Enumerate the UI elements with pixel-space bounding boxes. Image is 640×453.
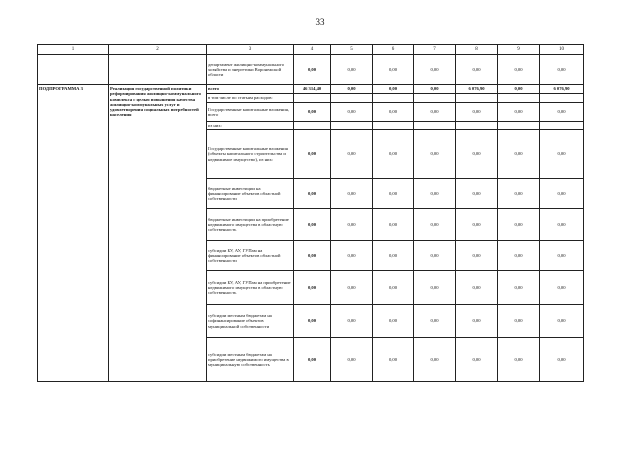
value-cell: 0,00 [456,130,498,179]
empty-cell [540,122,584,130]
value-cell: 0,00 [331,305,373,338]
empty-cell [373,122,414,130]
row-label: всего [207,85,294,94]
value-cell: 0,00 [498,241,540,271]
value-cell: 0,00 [373,179,414,209]
value-cell: 0,00 [498,305,540,338]
value-cell: 0,00 [456,55,498,85]
value-cell: 0,00 [294,130,331,179]
value-cell: 0,00 [456,241,498,271]
row-label: бюджетные инвестиции на финансирование объектов областной собственности [207,179,294,209]
header-cell: 3 [207,45,294,55]
value-cell: 0,00 [414,179,456,209]
value-cell: 0,00 [373,209,414,241]
value-cell: 0,00 [456,179,498,209]
value-cell: 0,00 [540,338,584,382]
empty-cell [498,94,540,103]
empty-cell [331,94,373,103]
value-cell: 0,00 [540,179,584,209]
value-cell: 0,00 [498,85,540,94]
value-cell: 0,00 [498,338,540,382]
subprogram-code: ПОДПРОГРАММА 3 [38,85,109,382]
empty-cell [456,122,498,130]
value-cell: 0,00 [294,179,331,209]
empty-cell [109,55,207,85]
header-cell: 8 [456,45,498,55]
value-cell: 0,00 [294,305,331,338]
value-cell: 0,00 [373,241,414,271]
value-cell: 0,00 [414,209,456,241]
empty-cell [331,122,373,130]
value-cell: 0,00 [294,338,331,382]
value-cell: 0,00 [331,130,373,179]
value-cell: 0,00 [498,271,540,305]
subprogram-name: Реализация государственной политики реформирования жилищно-коммунального комплекса с целью повышения качества жилищно-коммунальных услуг и удовлетворения социальных потребностей населения [109,85,207,382]
header-cell: 7 [414,45,456,55]
value-cell: 6 076,90 [456,85,498,94]
value-cell: 0,00 [414,85,456,94]
value-cell: 0,00 [294,209,331,241]
value-cell: 0,00 [498,55,540,85]
value-cell: 0,00 [414,271,456,305]
row-label: Государственные капитальные вложения, всего [207,103,294,122]
row-label: Государственные капитальные вложения (объекты капитального строительства и недвижимое имущество), из них: [207,130,294,179]
value-cell: 0,00 [456,338,498,382]
empty-cell [456,94,498,103]
value-cell: 0,00 [498,179,540,209]
empty-cell [414,94,456,103]
value-cell: 0,00 [456,305,498,338]
header-row [38,45,584,55]
value-cell: 0,00 [331,241,373,271]
row-label: субсидии местным бюджетам на софинансирование объектов муниципальной собственности [207,305,294,338]
header-cell: 4 [294,45,331,55]
value-cell: 0,00 [373,338,414,382]
value-cell: 0,00 [331,271,373,305]
value-cell: 0,00 [540,55,584,85]
value-cell: 0,00 [373,271,414,305]
value-cell: 0,00 [540,130,584,179]
value-cell: 0,00 [294,103,331,122]
header-cell: 5 [331,45,373,55]
value-cell: 0,00 [540,209,584,241]
empty-cell [38,55,109,85]
empty-cell [540,94,584,103]
value-cell: 0,00 [498,130,540,179]
value-cell: 0,00 [540,241,584,271]
value-cell: 6 076,90 [540,85,584,94]
value-cell: 0,00 [498,103,540,122]
header-cell: 1 [38,45,109,55]
header-cell: 9 [498,45,540,55]
value-cell: 0,00 [540,305,584,338]
empty-cell [498,122,540,130]
value-cell: 0,00 [414,55,456,85]
row-label: субсидии БУ, АУ, ГУПам на финансирование объектов областной собственности [207,241,294,271]
value-cell: 0,00 [294,271,331,305]
empty-cell [294,94,331,103]
value-cell: 0,00 [414,338,456,382]
value-cell: 0,00 [540,103,584,122]
empty-cell [294,122,331,130]
value-cell: 0,00 [373,103,414,122]
row-label: субсидии местным бюджетам на приобретение недвижимого имущества в муниципальную собственность [207,338,294,382]
value-cell: 0,00 [373,130,414,179]
value-cell: 0,00 [331,103,373,122]
header-cell: 2 [109,45,207,55]
value-cell: 0,00 [373,55,414,85]
value-cell: 0,00 [331,338,373,382]
value-cell: 0,00 [540,271,584,305]
table-row [38,85,584,94]
value-cell: 0,00 [331,209,373,241]
row-label: бюджетные инвестиции на приобретение недвижимого имущества в областную собственность [207,209,294,241]
value-cell: 0,00 [331,55,373,85]
value-cell: 0,00 [294,241,331,271]
value-cell: 0,00 [414,241,456,271]
value-cell: 46 314,40 [294,85,331,94]
row-label: субсидии БУ, АУ, ГУПам на приобретение недвижимого имущества в областную собственность [207,271,294,305]
value-cell: 0,00 [414,103,456,122]
empty-cell [373,94,414,103]
row-label: в том числе по статьям расходов: [207,94,294,103]
value-cell: 0,00 [414,305,456,338]
value-cell: 0,00 [456,271,498,305]
page-number: 33 [315,17,325,27]
value-cell: 0,00 [498,209,540,241]
row-label: департамент жилищно-коммунального хозяйства и энергетики Воронежской области [207,55,294,85]
value-cell: 0,00 [456,209,498,241]
empty-cell [414,122,456,130]
budget-table [37,44,584,382]
value-cell: 0,00 [331,85,373,94]
continued-row [38,55,584,85]
header-cell: 6 [373,45,414,55]
value-cell: 0,00 [414,130,456,179]
row-label: из них: [207,122,294,130]
value-cell: 0,00 [331,179,373,209]
value-cell: 0,00 [373,85,414,94]
value-cell: 0,00 [373,305,414,338]
header-cell: 10 [540,45,584,55]
value-cell: 0,00 [456,103,498,122]
value-cell: 0,00 [294,55,331,85]
